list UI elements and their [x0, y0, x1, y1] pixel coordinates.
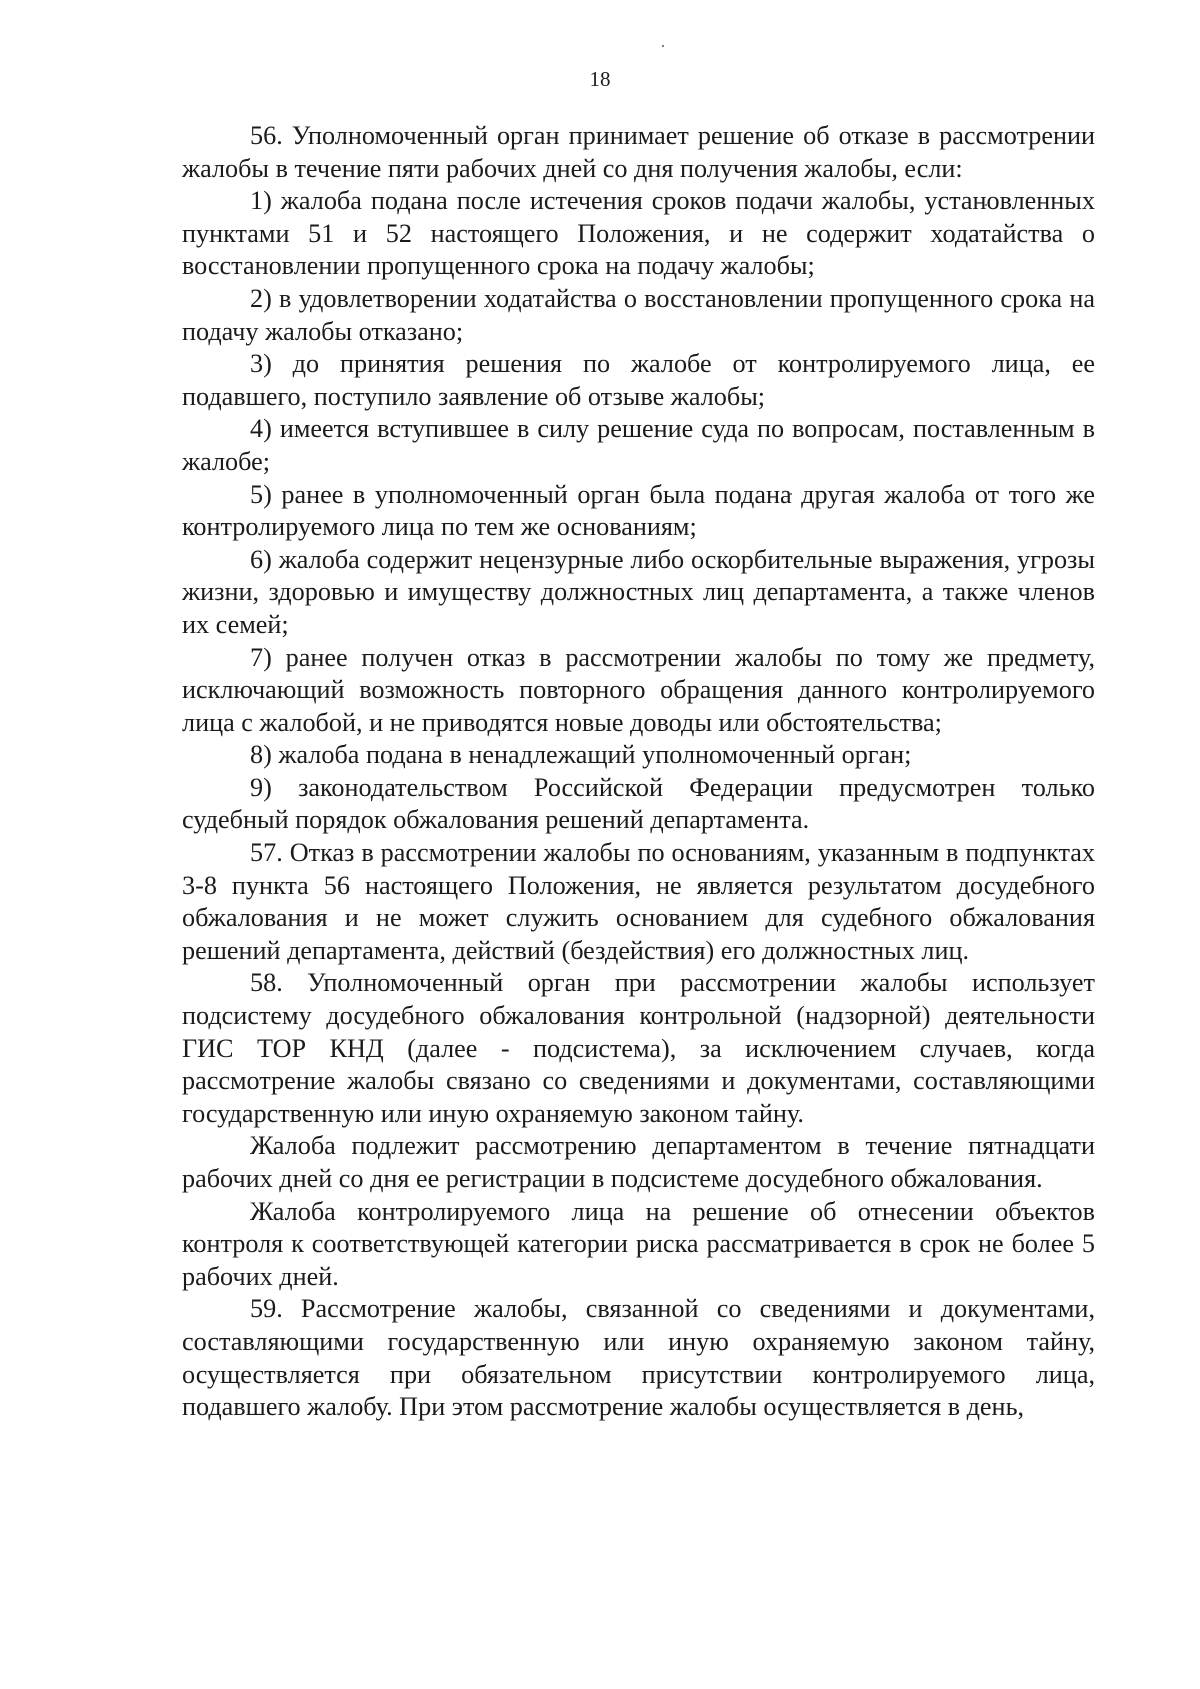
page-number: 18	[589, 67, 611, 91]
paragraph-56: 56. Уполномоченный орган принимает решение об отказе в рассмотрении жалобы в течение пяти рабочих дней со дня получения жалобы, если:	[182, 121, 1095, 183]
paragraph-56-item-4: 4) имеется вступившее в силу решение суда по вопросам, поставленным в жалобе;	[182, 414, 1095, 476]
scan-speck	[662, 45, 664, 47]
paragraph-58: 58. Уполномоченный орган при рассмотрении жалобы использует подсистему досудебного обжалования контрольной (надзорной) деятельности ГИС ТОР КНД (далее - подсистема), за исключением случаев, когда рассмотрение жалобы связано со сведениями и документами, составляющими государственную или иную охраняемую законом тайну.	[182, 968, 1095, 1128]
document-body	[182, 120, 1095, 1424]
paragraph-59: 59. Рассмотрение жалобы, связанной со сведениями и документами, составляющими государственную или иную охраняемую законом тайну, осуществляется при обязательном присутствии контролируемого лица, подавшего жалобу. При этом рассмотрение жалобы осуществляется в день,	[182, 1294, 1095, 1422]
paragraph-56-item-6: 6) жалоба содержит нецензурные либо оскорбительные выражения, угрозы жизни, здоровью и имуществу должностных лиц департамента, а также членов их семей;	[182, 544, 1095, 639]
paragraph-56-item-3: 3) до принятия решения по жалобе от контролируемого лица, ее подавшего, поступило заявление об отзыве жалобы;	[182, 349, 1095, 411]
paragraph-58-review-term: Жалоба подлежит рассмотрению департаментом в течение пятнадцати рабочих дней со дня ее регистрации в подсистеме досудебного обжалования.	[182, 1131, 1095, 1193]
paragraph-56-item-2: 2) в удовлетворении ходатайства о восстановлении пропущенного срока на подачу жалобы отказано;	[182, 283, 1095, 346]
paragraph-58-risk-category-term: Жалоба контролируемого лица на решение об отнесении объектов контроля к соответствующей категории риска рассматривается в срок не более 5 рабочих дней.	[182, 1196, 1095, 1291]
paragraph-56-item-7: 7) ранее получен отказ в рассмотрении жалобы по тому же предмету, исключающий возможность повторного обращения данного контролируемого лица с жалобой, и не приводятся новые доводы или обстоятельства;	[182, 642, 1095, 737]
paragraph-56-item-8: 8) жалоба подана в ненадлежащий уполномоченный орган;	[250, 740, 912, 770]
paragraph-56-item-5: 5) ранее в уполномоченный орган была подана другая жалоба от того же контролируемого лица по тем же основаниям;	[182, 479, 1095, 542]
paragraph-56-item-9: 9) законодательством Российской Федерации предусмотрен только судебный порядок обжалования решений департамента.	[182, 772, 1095, 835]
paragraph-56-item-1: 1) жалоба подана после истечения сроков подачи жалобы, установленных пунктами 51 и 52 настоящего Положения, и не содержит ходатайства о восстановлении пропущенного срока на подачу жалобы;	[182, 186, 1095, 281]
paragraph-57: 57. Отказ в рассмотрении жалобы по основаниям, указанным в подпунктах 3-8 пункта 56 настоящего Положения, не является результатом досудебного обжалования и не может служить основанием для судебного обжалования решений департамента, действий (бездействия) его должностных лиц.	[182, 838, 1095, 965]
